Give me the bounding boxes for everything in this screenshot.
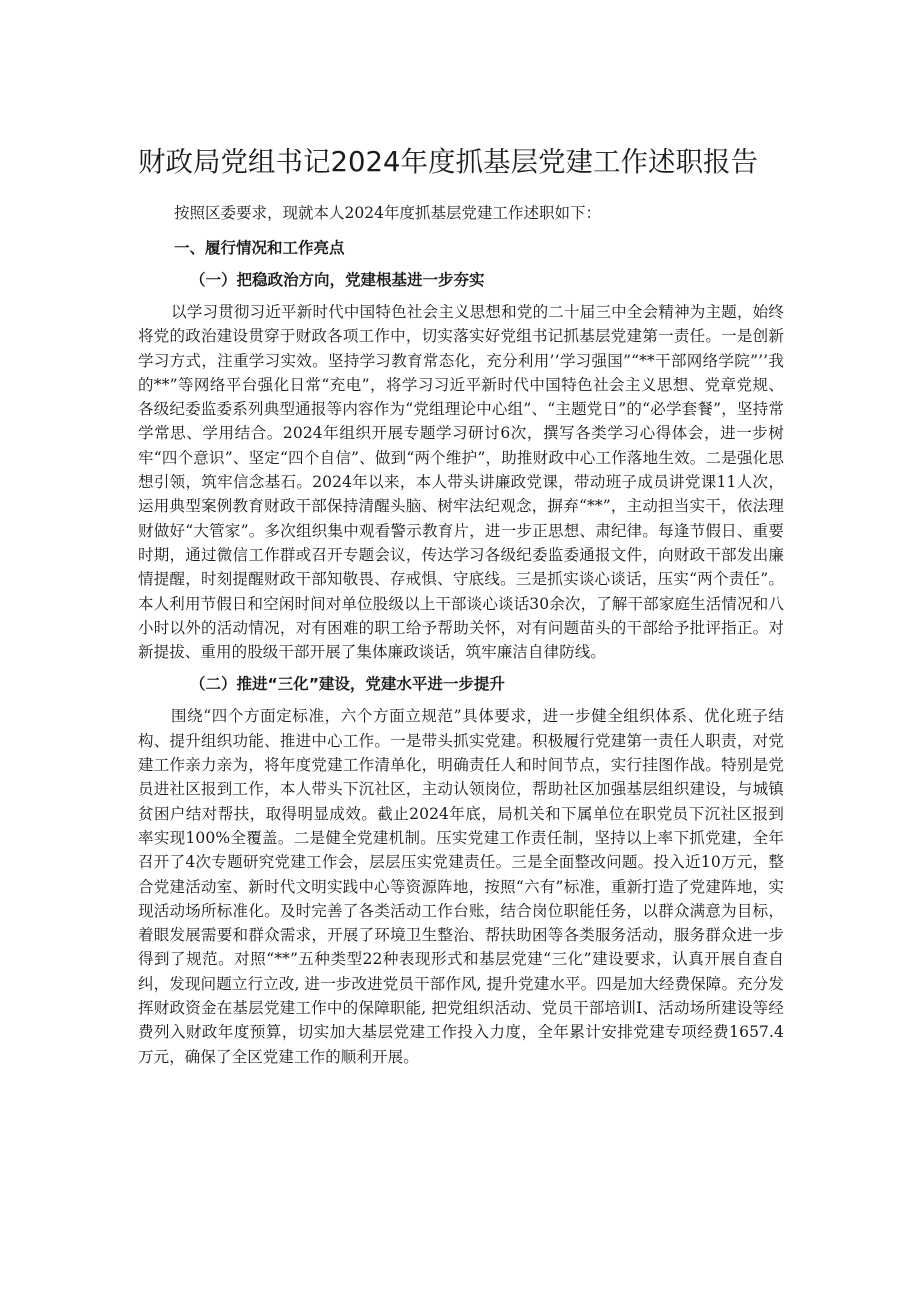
subsection-body-2: 围绕“四个方面定标准，六个方面立规范”具体要求，进一步健全组织体系、优化班子结构、提升组织功能、推进中心工作。一是带头抓实党建。积极履行党建第一责任人职责，对党建工作亲力亲为，将年度党建工作清单化，明确责任人和时间节点，实行挂图作战。特别是党员进社区报到工作，本人带头下沉社区，主动认领岗位，帮助社区加强基层组织建设，与城镇贫困户结对帮扶，取得明显成效。截止2024年底，局机关和下属单位在职党员下沉社区报到率实现100%全覆盖。二是健全党建机制。压实党建工作责任制，坚持以上率下抓党建，全年召开了4次专题研究党建工作会，层层压实党建责任。三是全面整改问题。投入近10万元，整合党建活动室、新时代文明实践中心等资源阵地，按照“六有”标准，重新打造了党建阵地，实现活动场所标准化。及时完善了各类活动工作台账，结合岗位职能任务，以群众满意为目标，着眼发展需要和群众需求，开展了环境卫生整治、帮扶助困等各类服务活动，服务群众进一步得到了规范。对照“**”五种类型22种表现形式和基层党建“三化”建设要求，认真开展自查自纠，发现问题立行立改, 进一步改进党员干部作风, 提升党建水平。四是加大经费保障。充分发挥财政资金在基层党建工作中的保障职能, 把党组织活动、党员干部培训I、活动场所建设等经费列入财政年度预算，切实加大基层党建工作投入力度，全年累计安排党建专项经费1657.4万元，确保了全区党建工作的顺利开展。 xyxy=(138,707,784,1066)
document-title: 财政局党组书记2024年度抓基层党建工作述职报告 xyxy=(138,146,758,178)
subsection-body-1: 以学习贯彻习近平新时代中国特色社会主义思想和党的二十届三中全会精神为主题，始终将党的政治建设贯穿于财政各项工作中，切实落实好党组书记抓基层党建第一责任。一是创新学习方式，注重学习实效。坚持学习教育常态化，充分利用’’学习强国”“**干部网络学院”’’我的**”等网络平台强化日常“充电”，将学习习近平新时代中国特色社会主义思想、党章党规、各级纪委监委系列典型通报等内容作为“党组理论中心组”、“主题党日”的“必学套餐”，坚持常学常思、学用结合。2024年组织开展专题学习研讨6次，撰写各类学习心得体会，进一步树牢“四个意识”、坚定“四个自信”、做到“两个维护”，助推财政中心工作落地生效。二是强化思想引领，筑牢信念基石。2024年以来，本人带头讲廉政党课，带动班子成员讲党课11人次，运用典型案例教育财政干部保持清醒头脑、树牢法纪观念，摒弃“**”，主动担当实干，依法理财做好“大管家”。多次组织集中观看警示教育片，进一步正思想、肃纪律。每逢节假日、重要时期，通过微信工作群或召开专题会议，传达学习各级纪委监委通报文件，向财政干部发出廉情提醒，时刻提醒财政干部知敬畏、存戒惧、守底线。三是抓实谈心谈话，压实“两个责任”。本人利用节假日和空闲时间对单位股级以上干部谈心谈话30余次，了解干部家庭生活情况和八小时以外的活动情况，对有困难的职工给予帮助关怀，对有问题苗头的干部给予批评指正。对新提拔、重用的股级干部开展了集体廉政谈话，筑牢廉洁自律防线。 xyxy=(138,303,784,662)
section-heading: 一、履行情况和工作亮点 xyxy=(174,239,345,257)
document-page xyxy=(138,0,784,1069)
intro-paragraph: 按照区委要求，现就本人2024年度抓基层党建工作述职如下： xyxy=(174,204,601,222)
subsection-heading-2: （二）推进“三化”建设，党建水平进一步提升 xyxy=(190,675,505,694)
subsection-heading-1: （一）把稳政治方向，党建根基进一步夯实 xyxy=(190,271,485,289)
